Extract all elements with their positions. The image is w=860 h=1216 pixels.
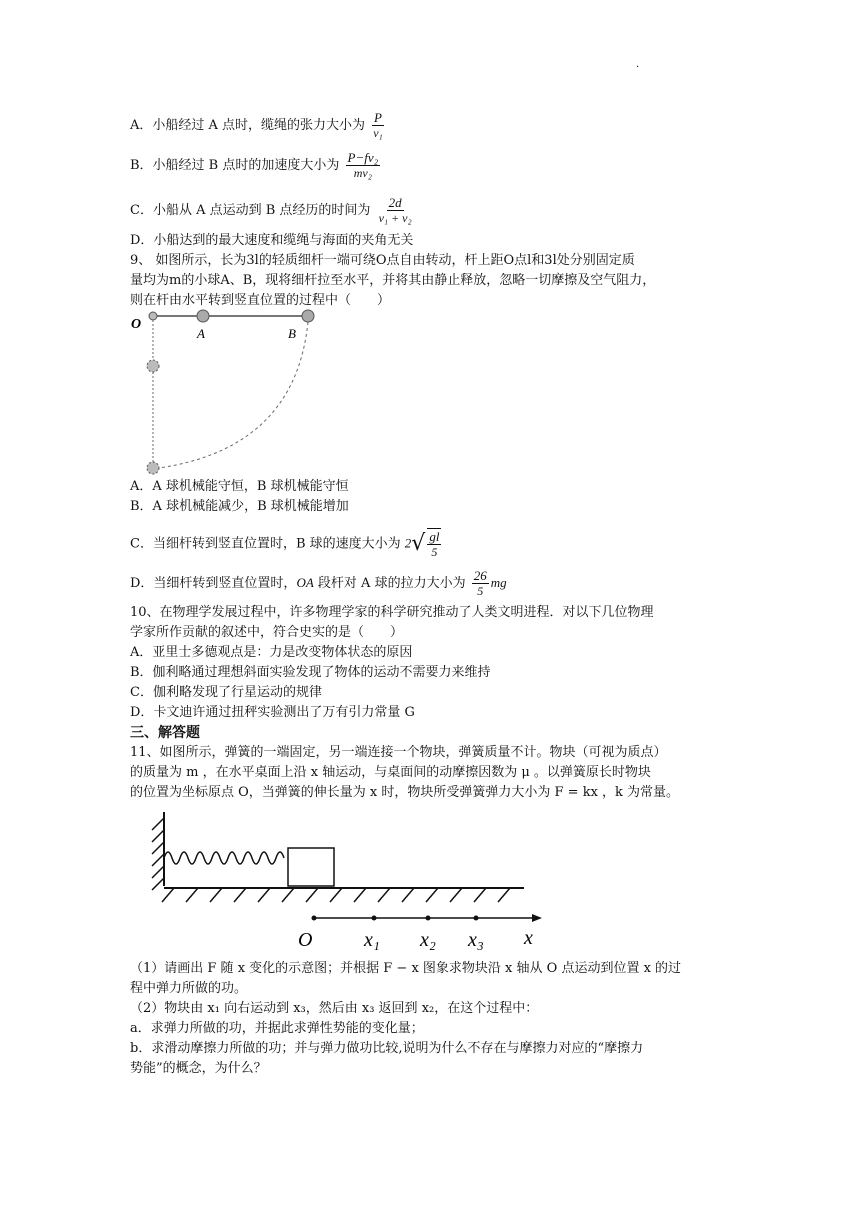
q11-part1-line1: （1）请画出 F 随 x 变化的示意图；并根据 F − x 图象求物块沿 x 轴从 O 点运动到位置 x 的过 [130,961,682,976]
q9-stem-line1: 9、 如图所示，长为3l的轻质细杆一端可绕O点自由转动，杆上距O点l和3l处分别固定质 [130,253,635,268]
axis-label-x: x [524,927,533,949]
q8-option-b: B．小船经过 B 点时的加速度大小为 $\frac{\text{P−fv₂}}{\text{mv₂}}$ [130,150,379,180]
q8-option-a: A．小船经过 A 点时，缆绳的张力大小为 $\frac{P}{\text{v₁}}$ [130,110,383,140]
fraction: $\frac{P}{\text{v₁}}$ [373,110,383,140]
q8-option-c: C．小船从 A 点运动到 B 点经历的时间为 $\frac{2d}{\text{v₁ + v₂}}$ [130,195,412,225]
ball-b [302,310,314,322]
q9-stem-line2: 量均为m的小球A、B，现将细杆拉至水平，并将其由静止释放，忽略一切摩擦及空气阻力， [130,273,656,288]
q11-part2a: a．求弹力所做的功，并据此求弹性势能的变化量； [130,1021,424,1036]
q11-stem-line2: 的质量为 m ，在水平桌面上沿 x 轴运动，与桌面间的动摩擦因数为 μ 。以弹簧原长时物块 [130,765,651,780]
q11-part2b-line1: b．求滑动摩擦力所做的功；并与弹力做功比较,说明为什么不存在与摩擦力对应的“摩擦力 [130,1041,644,1056]
fraction: $\frac{gl}{5}$ [429,529,440,559]
q11-part2: （2）物块由 x₁ 向右运动到 x₃，然后由 x₃ 返回到 x₂，在这个过程中： [130,1001,539,1016]
rod-diagram [125,308,325,480]
axis-label-x3: x₃ [468,929,484,951]
q10-option-c: C．伽利略发现了行星运动的规律 [130,685,322,700]
q11-stem-line1: 11、如图所示，弹簧的一端固定，另一端连接一个物块，弹簧质量不计。物块（可视为质点） [130,745,667,760]
spring-diagram [140,808,560,958]
label-o: O [131,317,142,332]
fraction: $\frac{2d}{\text{v₁ + v₂}}$ [378,195,412,225]
axis-label-x1: x₁ [364,929,380,951]
q11-stem-line3: 的位置为坐标原点 O，当弹簧的伸长量为 x 时，物块所受弹簧弹力大小为 F = kx ，k 为常量。 [130,785,680,800]
q8-option-d: D．小船达到的最大速度和缆绳与海面的夹角无关 [130,233,414,248]
axis-label-o: O [298,929,313,951]
q11-part1-line2: 程中弹力所做的功。 [130,981,248,996]
q10-option-a: A．亚里士多德观点是：力是改变物体状态的原因 [130,645,413,660]
q10-option-b: B．伽利略通过理想斜面实验发现了物体的运动不需要力来维持 [130,665,491,680]
q10-stem-line1: 10、在物理学发展过程中，许多物理学家的科学研究推动了人类文明进程．对以下几位物理 [130,605,654,620]
q9-stem-line3: 则在杆由水平转到竖直位置的过程中（ ） [130,293,391,308]
q9-option-b: B．A 球机械能减少，B 球机械能增加 [130,499,349,514]
label-b: B [288,326,296,341]
ball-a [197,310,209,322]
fraction: $\frac{26}{5}$ [473,568,487,598]
q9-option-c: C．当细杆转到竖直位置时，B 球的速度大小为 2√ $\frac{gl}{5}$ [130,529,440,559]
q11-part2b-line2: 势能”的概念，为什么？ [130,1061,267,1076]
q10-option-d: D．卡文迪许通过扭秤实验测出了万有引力常量 G [130,705,415,720]
block [288,848,334,886]
spring [164,852,284,864]
section-heading: 三、解答题 [130,725,200,741]
header-mark: · [636,62,640,73]
label-a: A [197,326,205,341]
axis-label-x2: x₂ [420,929,436,951]
q9-option-a: A．A 球机械能守恒，B 球机械能守恒 [130,479,349,494]
q9-option-d: D．当细杆转到竖直位置时，OA 段杆对 A 球的拉力大小为 $\frac{26}{5}$ mg [130,568,507,598]
fraction: $\frac{\text{P−fv₂}}{\text{mv₂}}$ [347,150,379,180]
q10-stem-line2: 学家所作贡献的叙述中，符合史实的是（ ） [130,625,404,640]
